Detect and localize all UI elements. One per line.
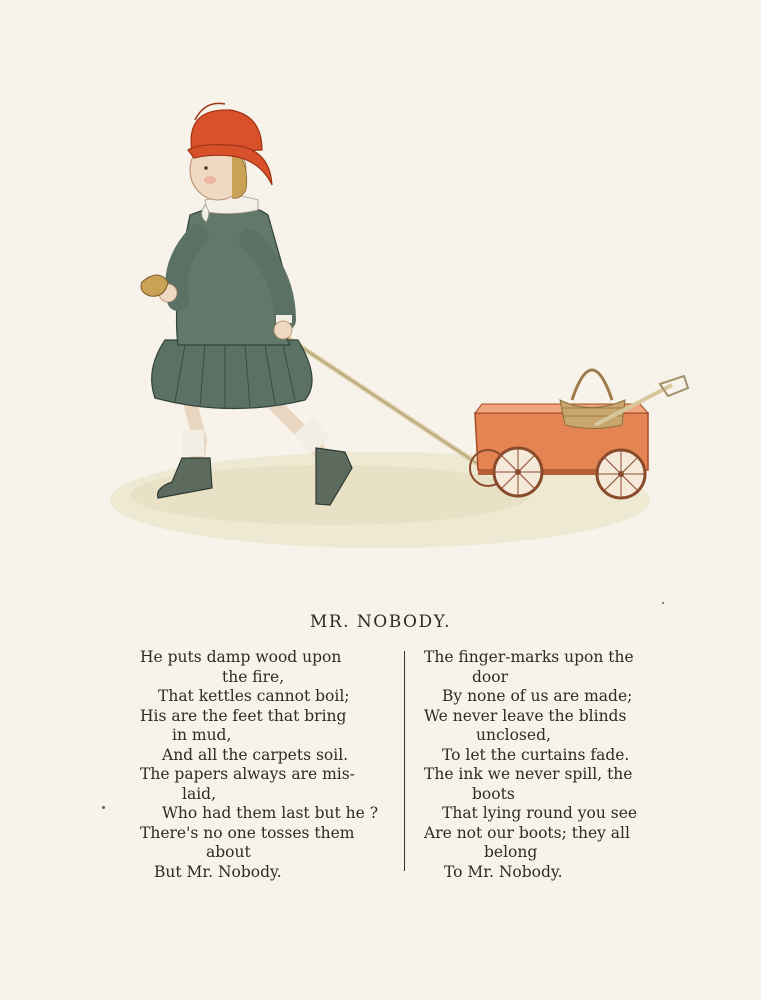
poem-line: The papers always are mis-: [140, 765, 355, 783]
poem-line: His are the feet that bring: [140, 706, 347, 725]
poem-line: We never leave the blinds: [424, 706, 627, 725]
column-divider: [404, 651, 405, 871]
poem-line: To Mr. Nobody.: [444, 862, 563, 881]
poem-line: Are not our boots; they all: [424, 823, 630, 842]
poem-line: He puts damp wood upon: [140, 648, 342, 666]
poem-line: That lying round you see: [442, 804, 638, 822]
boy: [141, 103, 352, 505]
poem-line: door: [472, 667, 508, 686]
poem-line: There's no one tosses them: [140, 823, 355, 842]
poem-line: laid,: [182, 784, 217, 803]
wagon-wheel-front-left: [494, 448, 542, 496]
poem-left-column: [140, 648, 390, 882]
poem-line: belong: [484, 843, 538, 861]
poem-line: boots: [472, 784, 515, 803]
wagon-wheel-front-right: [597, 450, 645, 498]
poem-line: And all the carpets soil.: [162, 745, 349, 764]
poem-line: about: [206, 843, 251, 861]
basket: [560, 370, 625, 429]
paper-speck: [102, 806, 105, 809]
poem-line: The ink we never spill, the: [424, 765, 633, 783]
hand-right: [274, 321, 292, 339]
poem-line: The finger-marks upon the: [424, 648, 634, 666]
poem-line: To let the curtains fade.: [442, 745, 630, 764]
poem-line: By none of us are made;: [442, 687, 633, 705]
sock-left: [182, 430, 204, 456]
poem-line: unclosed,: [476, 726, 551, 744]
poem-line: But Mr. Nobody.: [154, 862, 282, 881]
poem-title: MR. NOBODY.: [309, 612, 452, 632]
poem-line: the fire,: [222, 667, 285, 686]
poem-line: in mud,: [172, 726, 232, 744]
paper-speck: [662, 602, 664, 604]
poem-line: Who had them last but he ?: [162, 804, 379, 822]
poem-line: That kettles cannot boil;: [158, 687, 350, 705]
poem-right-column: [424, 648, 676, 882]
